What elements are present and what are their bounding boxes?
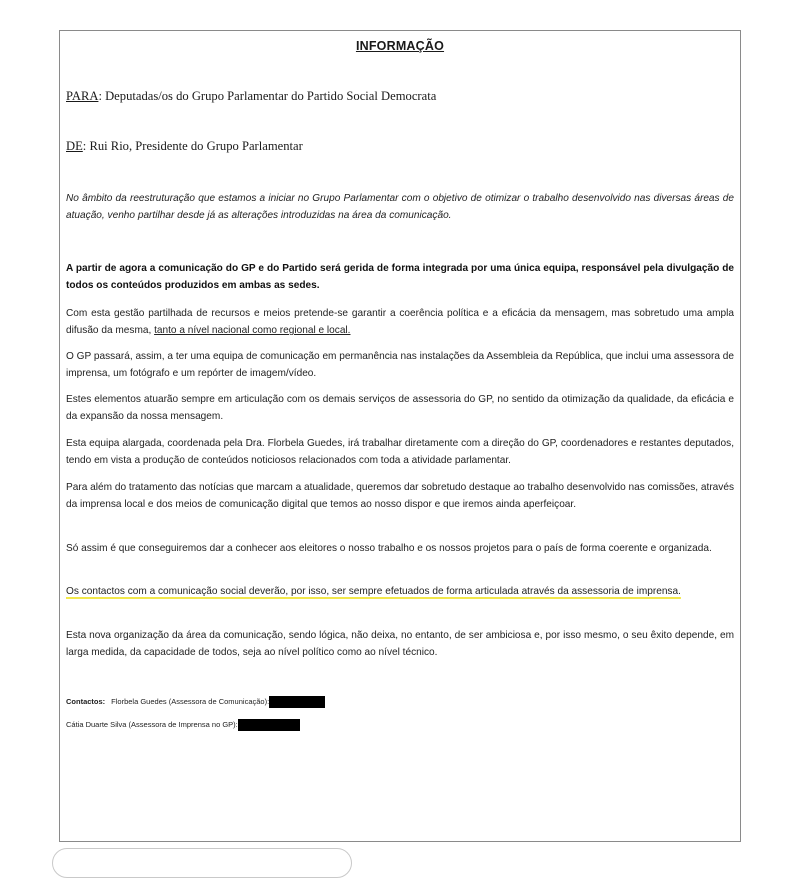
sender-label: DE [66,139,83,153]
recipient-text: : Deputadas/os do Grupo Parlamentar do Partido Social Democrata [98,89,437,103]
bottom-rounded-outline [52,848,352,878]
paragraph-1 [66,305,734,340]
contact-2-text: Cátia Duarte Silva (Assessora de Imprensa no GP): [66,719,238,729]
paragraph-4: Esta equipa alargada, coordenada pela Dra. Florbela Guedes, irá trabalhar diretamente com a direção do GP, coordenadores e restantes deputados, tendo em vista a produção de conteúdos noticiosos relacionados com toda a atividade parlamentar. [66,438,734,467]
contact-line-2 [66,719,300,731]
paragraph-2: O GP passará, assim, a ter uma equipa de comunicação em permanência nas instalações da Assembleia da República, que inclui uma assessora de imprensa, um fotógrafo e um repórter de imagem/vídeo. [66,351,734,380]
recipient-line [66,89,436,104]
contact-line-1 [66,696,325,708]
paragraph-5: Para além do tratamento das notícias que marcam a atualidade, queremos dar sobretudo destaque ao trabalho desenvolvido nas comissões, através da imprensa local e dos meios de comunicação digital que temos ao nosso dispor e que iremos ainda aperfeiçoar. [66,482,734,511]
recipient-label: PARA [66,89,99,103]
paragraph-7-highlighted [66,583,734,600]
paragraph-6: Só assim é que conseguiremos dar a conhecer aos eleitores o nosso trabalho e os nossos projetos para o país de forma coerente e organizada. [66,543,712,554]
paragraph-3: Estes elementos atuarão sempre em articulação com os demais serviços de assessoria do GP, no sentido da otimização da qualidade, da eficácia e da expansão da nossa mensagem. [66,394,734,423]
sender-text: : Rui Rio, Presidente do Grupo Parlamentar [82,139,303,153]
contact-1-text: Florbela Guedes (Assessora de Comunicação): [111,696,270,706]
contacts-label: Contactos: [66,696,106,706]
redaction-bar [238,719,300,731]
paragraph-8: Esta nova organização da área da comunicação, sendo lógica, não deixa, no entanto, de ser ambiciosa e, por isso mesmo, o seu êxito depende, em larga medida, da capacidade de todos, seja ao nível político como ao nível técnico. [66,630,734,659]
redaction-bar [269,696,325,708]
sender-line [66,139,303,154]
intro-paragraph: No âmbito da reestruturação que estamos a iniciar no Grupo Parlamentar com o objetivo de otimizar o trabalho desenvolvido nas diversas áreas de atuação, venho partilhar desde já as alterações introduzidas na área da comunicação. [66,193,734,222]
document-title: INFORMAÇÃO [355,39,445,53]
paragraph-1-underlined: tanto a nível nacional como regional e local. [154,325,351,337]
paragraph-1-text: Com esta gestão partilhada de recursos e meios pretende-se garantir a coerência política e a eficácia da mensagem, mas sobretudo uma ampla difusão da mesma, [66,308,734,337]
document-page [59,30,741,842]
highlighted-text: Os contactos com a comunicação social deverão, por isso, ser sempre efetuados de forma articulada através da assessoria de imprensa. [66,586,681,597]
bold-paragraph: A partir de agora a comunicação do GP e do Partido será gerida de forma integrada por uma única equipa, responsável pela divulgação de todos os conteúdos produzidos em ambas as sedes. [66,263,734,292]
